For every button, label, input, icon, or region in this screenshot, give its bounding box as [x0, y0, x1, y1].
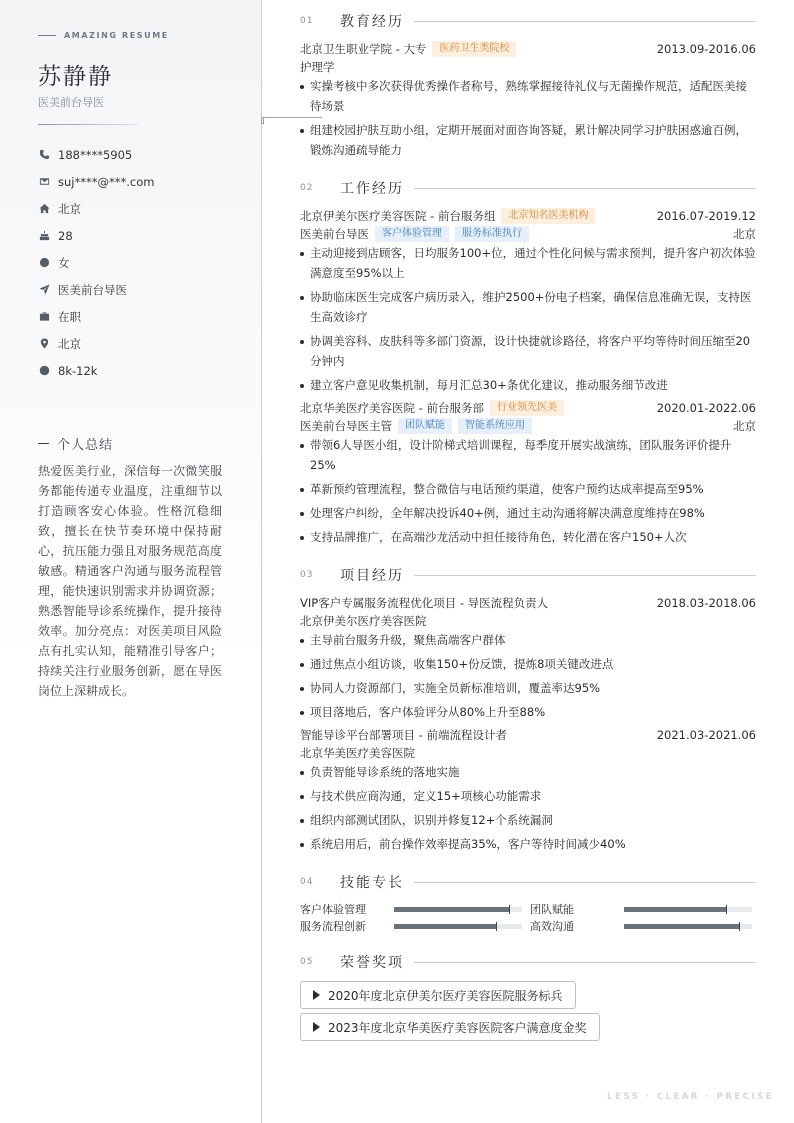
- project-header: [300, 726, 756, 744]
- summary-heading: [38, 434, 113, 453]
- list-item: 实操考核中多次获得优秀操作者称号，熟练掌握接待礼仪与无菌操作规范，适配医美接待场景: [300, 77, 756, 116]
- list-item: 主导前台服务升级，聚焦高端客户群体: [300, 631, 756, 651]
- job-position-row: [300, 225, 756, 243]
- section-number: 05: [300, 957, 314, 967]
- location-pin-icon: [38, 338, 50, 350]
- info-position-text: 医美前台导医: [58, 282, 127, 297]
- section-rule: [414, 882, 756, 883]
- job-header: [300, 207, 756, 225]
- skill-tag: 服务标准执行: [455, 226, 529, 242]
- timeline-marker: [261, 117, 264, 124]
- list-item: 带领6人导医小组，设计阶梯式培训课程，每季度开展实战演练，团队服务评价提升25%: [300, 436, 756, 475]
- info-position: [38, 276, 154, 303]
- list-item: 组织内部测试团队，识别并修复12+个系统漏洞: [300, 811, 756, 831]
- section-title: 工作经历: [340, 181, 404, 197]
- skill-label: 客户体验管理: [300, 903, 366, 916]
- info-status: [38, 303, 154, 330]
- info-home-text: 北京: [58, 201, 81, 216]
- major: 护理学: [300, 60, 335, 74]
- gender-icon: [38, 257, 50, 269]
- info-salary: [38, 357, 154, 384]
- skill-bar-marker: [739, 922, 740, 931]
- list-item: 处理客户纠纷，全年解决投诉40+例，通过主动沟通将解决满意度维持在98%: [300, 504, 756, 524]
- section-header-work: [300, 178, 756, 198]
- list-item: 协同人力资源部门，实施全员新标准培训，覆盖率达95%: [300, 679, 756, 699]
- list-item: 负责智能导诊系统的落地实施: [300, 763, 756, 783]
- candidate-name: 苏静静: [38, 64, 113, 90]
- skill-bar-marker: [496, 922, 497, 931]
- job-position: 医美前台导医: [300, 227, 369, 241]
- info-phone-text: 188****5905: [58, 147, 133, 162]
- send-icon: [38, 284, 50, 296]
- info-home: [38, 195, 154, 222]
- section-rule: [414, 21, 756, 22]
- skill-bar-fill: [394, 924, 496, 929]
- list-item: 通过焦点小组访谈，收集150+份反馈，提炼8项关键改进点: [300, 655, 756, 675]
- award-text: 2023年度北京华美医疗美容医院客户满意度金奖: [328, 1020, 587, 1035]
- skill-bar: [624, 924, 752, 929]
- info-gender: [38, 249, 154, 276]
- info-gender-text: 女: [58, 255, 70, 270]
- project-org: 北京伊美尔医疗美容医院: [300, 614, 427, 628]
- skill-item: [530, 918, 752, 934]
- job-date: 2016.07-2019.12: [656, 209, 756, 223]
- skill-bar: [394, 924, 522, 929]
- info-location-text: 北京: [58, 336, 81, 351]
- company-tag: 北京知名医美机构: [501, 208, 595, 224]
- job-position-row: [300, 417, 756, 435]
- skill-bar-marker: [726, 905, 727, 914]
- skill-label: 高效沟通: [530, 920, 574, 933]
- project-date: 2018.03-2018.06: [656, 596, 756, 610]
- education-date: 2013.09-2016.06: [656, 42, 756, 56]
- section-number: 01: [300, 16, 314, 26]
- info-email: [38, 168, 154, 195]
- list-item: 革新预约管理流程，整合微信与电话预约渠道，使客户预约达成率提高至95%: [300, 480, 756, 500]
- list-item: 建立客户意见收集机制，每月汇总30+条优化建议，推动服务细节改进: [300, 376, 756, 396]
- list-item: 系统启用后，前台操作效率提高35%，客户等待时间减少40%: [300, 835, 756, 855]
- info-location: [38, 330, 154, 357]
- skill-tag: 客户体验管理: [375, 226, 449, 242]
- summary-text: 热爱医美行业，深信每一次微笑服务都能传递专业温度，注重细节以打造顾客安心体验。性格沉稳细致，擅长在快节奏环境中保持耐心，抗压能力强且对服务规范高度敏感。精通客户沟通与服务流程管理，能快速识别需求并协调资源；熟悉智能导诊系统操作，提升接待效率。加分亮点：对医美项目风险点有扎实认知，能精准引导客户；持续关注行业服务创新，愿在导医岗位上深耕成长。: [38, 464, 222, 698]
- phone-icon: [38, 149, 50, 161]
- skill-bar-fill: [624, 907, 726, 912]
- project-name: VIP客户专属服务流程优化项目 - 导医流程负责人: [300, 596, 549, 610]
- play-triangle-icon: [313, 990, 320, 1000]
- skill-label: 服务流程创新: [300, 920, 366, 933]
- skill-bar: [394, 907, 522, 912]
- section-title: 项目经历: [340, 568, 404, 584]
- list-item: 协调美容科、皮肤科等多部门资源，设计快捷就诊路径，将客户平均等待时间压缩至20分钟内: [300, 332, 756, 371]
- section-rule: [414, 188, 756, 189]
- info-salary-text: 8k-12k: [58, 363, 98, 378]
- project-org-row: [300, 612, 756, 630]
- tagline-text: AMAZING RESUME: [64, 31, 169, 40]
- list-item: 组建校园护肤互助小组，定期开展面对面咨询答疑，累计解决同学习护肤困惑逾百例，锻炼沟通疏导能力: [300, 121, 756, 160]
- summary-dash: [38, 443, 49, 444]
- company-name: 北京伊美尔医疗美容医院 - 前台服务组: [300, 209, 496, 223]
- job-city: 北京: [733, 419, 756, 433]
- section-header-education: [300, 11, 756, 31]
- school-name: 北京卫生职业学院 - 大专: [300, 42, 427, 56]
- tagline: [38, 31, 169, 40]
- info-phone: [38, 141, 154, 168]
- contact-info-list: [38, 141, 154, 384]
- list-item: 主动迎接到店顾客，日均服务100+位，通过个性化问候与需求预判，提升客户初次体验满意度至95%以上: [300, 244, 756, 283]
- school-tag: 医药卫生类院校: [432, 41, 516, 57]
- play-triangle-icon: [313, 1022, 320, 1032]
- award-text: 2020年度北京伊美尔医疗美容医院服务标兵: [328, 988, 563, 1003]
- mail-icon: [38, 176, 50, 188]
- footer-motto: LESS · CLEAR · PRECISE: [607, 1092, 774, 1102]
- skill-bar-marker: [509, 905, 510, 914]
- skill-bar-fill: [394, 907, 509, 912]
- job-position: 医美前台导医主管: [300, 419, 392, 433]
- summary-title: 个人总结: [57, 438, 114, 453]
- skill-bar-fill: [624, 924, 739, 929]
- project-name: 智能导诊平台部署项目 - 前端流程设计者: [300, 728, 507, 742]
- skill-item: [530, 901, 752, 917]
- money-icon: [38, 365, 50, 377]
- list-item: 与技术供应商沟通，定义15+项核心功能需求: [300, 787, 756, 807]
- divider: [38, 124, 138, 125]
- major-row: [300, 58, 756, 76]
- info-email-text: suj****@***.com: [58, 174, 155, 189]
- skill-label: 团队赋能: [530, 903, 574, 916]
- home-icon: [38, 203, 50, 215]
- info-status-text: 在职: [58, 309, 81, 324]
- project-org-row: [300, 744, 756, 762]
- section-rule: [414, 962, 756, 963]
- section-header-skills: [300, 872, 756, 892]
- section-rule: [414, 575, 756, 576]
- award-item: [300, 981, 576, 1009]
- sidebar: [0, 0, 262, 1123]
- job-date: 2020.01-2022.06: [656, 401, 756, 415]
- section-number: 02: [300, 183, 314, 193]
- skill-item: [300, 918, 522, 934]
- cake-icon: [38, 230, 50, 242]
- list-item: 支持品牌推广，在高端沙龙活动中担任接待角色，转化潜在客户150+人次: [300, 528, 756, 548]
- skill-bar: [624, 907, 752, 912]
- timeline-marker-line: [262, 117, 322, 118]
- candidate-role: 医美前台导医: [38, 96, 104, 109]
- briefcase-icon: [38, 311, 50, 323]
- section-header-awards: [300, 952, 756, 972]
- section-title: 技能专长: [340, 875, 404, 891]
- list-item: 协助临床医生完成客户病历录入，维护2500+份电子档案，确保信息准确无误，支持医生高效诊疗: [300, 288, 756, 327]
- tagline-dash: [38, 35, 56, 36]
- section-number: 04: [300, 877, 314, 887]
- company-name: 北京华美医疗美容医院 - 前台服务部: [300, 401, 484, 415]
- skill-tag: 团队赋能: [398, 418, 452, 434]
- info-age-text: 28: [58, 228, 73, 243]
- section-number: 03: [300, 570, 314, 580]
- company-tag: 行业领先医美: [490, 400, 564, 416]
- job-header: [300, 399, 756, 417]
- skill-tag: 智能系统应用: [458, 418, 532, 434]
- section-title: 教育经历: [340, 14, 404, 30]
- list-item: 项目落地后，客户体验评分从80%上升至88%: [300, 703, 756, 723]
- project-date: 2021.03-2021.06: [656, 728, 756, 742]
- project-header: [300, 594, 756, 612]
- skill-item: [300, 901, 522, 917]
- section-header-projects: [300, 565, 756, 585]
- education-row: [300, 40, 756, 58]
- award-item: [300, 1013, 600, 1041]
- project-org: 北京华美医疗美容医院: [300, 746, 415, 760]
- job-city: 北京: [733, 227, 756, 241]
- info-age: [38, 222, 154, 249]
- section-title: 荣誉奖项: [340, 955, 404, 971]
